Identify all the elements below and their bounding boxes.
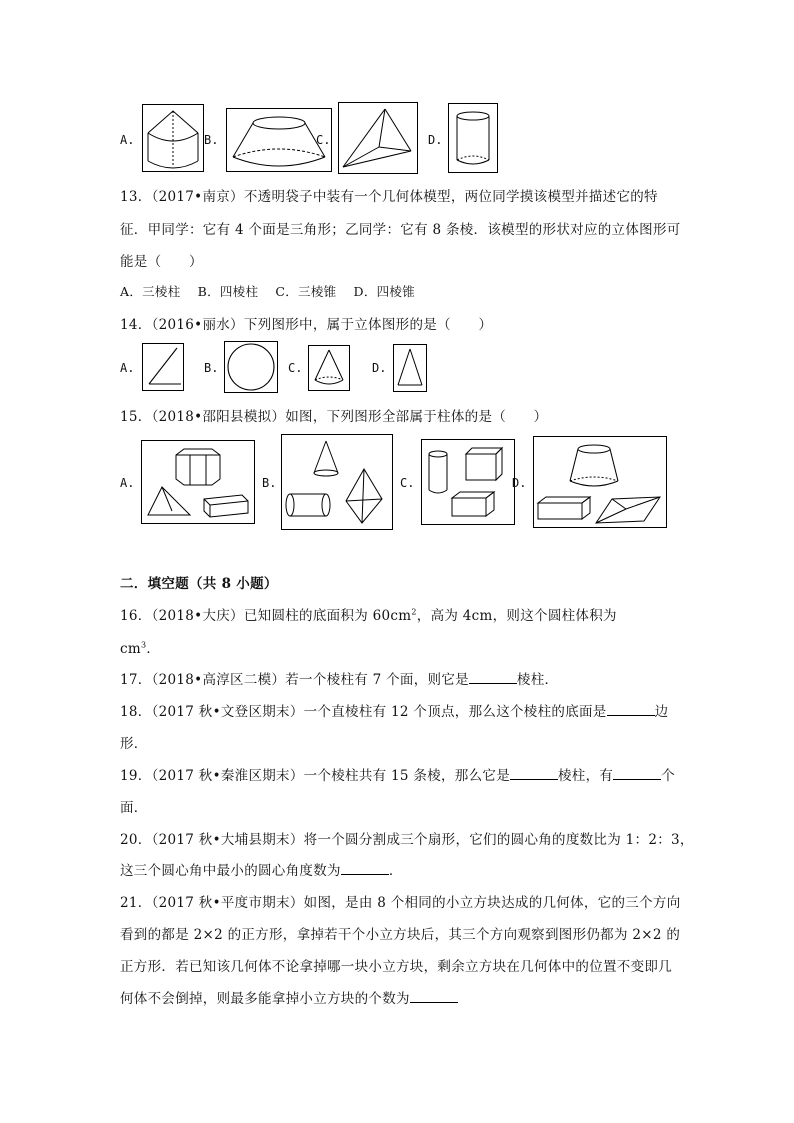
q12-label-a: A. — [120, 133, 135, 147]
q15-label-d: D. — [512, 476, 527, 490]
q15-label-b: B. — [262, 476, 277, 490]
q21-line-1: 21．（2017 秋•平度市期末）如图，是由 8 个相同的小立方块达成的几何体，它的三个方向 — [120, 895, 681, 911]
q20-answer-blank[interactable] — [341, 864, 389, 875]
q12-figure-c — [338, 102, 418, 174]
q20-line-2 — [120, 859, 403, 879]
q21-line-4 — [120, 987, 458, 1007]
q15-figure-b — [281, 434, 393, 530]
q14-label-b: B. — [204, 361, 219, 375]
q15-figure-d — [533, 436, 667, 528]
q15-figure-c — [421, 439, 515, 525]
q16-sup-1: 2 — [411, 607, 417, 617]
q18-text-a: 18．（2017 秋•文登区期末）一个直棱柱有 12 个顶点，那么这个棱柱的底面是 — [120, 704, 607, 720]
q18-line-1 — [120, 700, 668, 720]
q18-line-2: 形． — [120, 736, 148, 752]
q14-figure-d — [393, 344, 427, 392]
q18-text-b: 边 — [654, 704, 669, 720]
q12-label-d: D. — [428, 133, 443, 147]
q17-text-a: 17．（2018•高淳区二模）若一个棱柱有 7 个面，则它是 — [120, 672, 469, 688]
q14-label-d: D. — [372, 361, 387, 375]
q19-line-2: 面． — [120, 800, 148, 816]
q16-unit: cm — [120, 641, 141, 657]
q12-figure-a — [142, 104, 204, 172]
q19-answer-blank-1[interactable] — [510, 769, 558, 780]
q14-figure-b — [224, 341, 278, 393]
q19-text-c: 个 — [661, 768, 676, 784]
q16-line-2 — [120, 637, 160, 657]
q16-text-a: 16．（2018•大庆）已知圆柱的底面积为 60cm — [120, 608, 412, 624]
q14-figure-a — [142, 343, 184, 391]
q16-line-1 — [120, 604, 617, 624]
q19-answer-blank-2[interactable] — [613, 769, 661, 780]
q21-line-3: 正方形．若已知该几何体不论拿掉哪一块小立方块，剩余立方块在几何体中的位置不变即几 — [120, 959, 672, 975]
q19-text-a: 19．（2017 秋•秦淮区期末）一个棱柱共有 15 条棱，那么它是 — [120, 768, 510, 784]
q15-stem: 15．（2018•邵阳县模拟）如图，下列图形全部属于柱体的是（ ） — [120, 409, 548, 425]
q12-label-b: B. — [204, 133, 219, 147]
q14-figure-c — [308, 345, 350, 391]
q13-options: A．三棱柱 B．四棱柱 C．三棱锥 D．四棱锥 — [120, 284, 416, 299]
q12-label-c: C. — [316, 133, 331, 147]
q21-answer-blank[interactable] — [410, 992, 458, 1003]
q18-answer-blank[interactable] — [607, 705, 655, 716]
q17-text-b: 棱柱． — [516, 672, 559, 688]
q15-figure-a — [141, 440, 255, 524]
q19-line-1 — [120, 764, 675, 784]
q13-line-3: 能是（ ） — [120, 254, 203, 270]
q13-line-1: 13．（2017•南京）不透明袋子中装有一个几何体模型，两位同学摸该模型并描述它的特 — [120, 189, 658, 205]
q20-text-b: ． — [388, 863, 403, 879]
q21-text: 何体不会倒掉，则最多能拿掉小立方块的个数为 — [120, 991, 410, 1007]
q20-line-1: 20．（2017 秋•大埔县期末）将一个圆分割成三个扇形，它们的圆心角的度数比为 1：2：3， — [120, 832, 694, 848]
q17-line — [120, 668, 558, 688]
q21-line-2: 看到的都是 2×2 的正方形，拿掉若干个小立方块后，其三个方向观察到图形仍都为 2×2 的 — [120, 927, 681, 943]
q17-answer-blank[interactable] — [469, 673, 517, 684]
section-title: 二．填空题（共 8 小题） — [120, 576, 278, 592]
q20-text-a: 这三个圆心角中最小的圆心角度数为 — [120, 863, 341, 879]
q15-label-a: A. — [120, 476, 135, 490]
q14-label-c: C. — [288, 361, 303, 375]
q12-figure-d — [448, 103, 498, 173]
q14-label-a: A. — [120, 361, 135, 375]
q19-text-b: 棱柱，有 — [558, 768, 614, 784]
q14-stem: 14．（2016•丽水）下列图形中，属于立体图形的是（ ） — [120, 317, 493, 333]
q16-sup-2: 3 — [140, 640, 147, 650]
q13-line-2: 征．甲同学：它有 4 个面是三角形；乙同学：它有 8 条棱．该模型的形状对应的立体图形可 — [120, 222, 681, 238]
q16-end: ． — [146, 641, 161, 657]
q16-text-b: ，高为 4cm，则这个圆柱体积为 — [416, 608, 617, 624]
q15-label-c: C. — [400, 476, 415, 490]
